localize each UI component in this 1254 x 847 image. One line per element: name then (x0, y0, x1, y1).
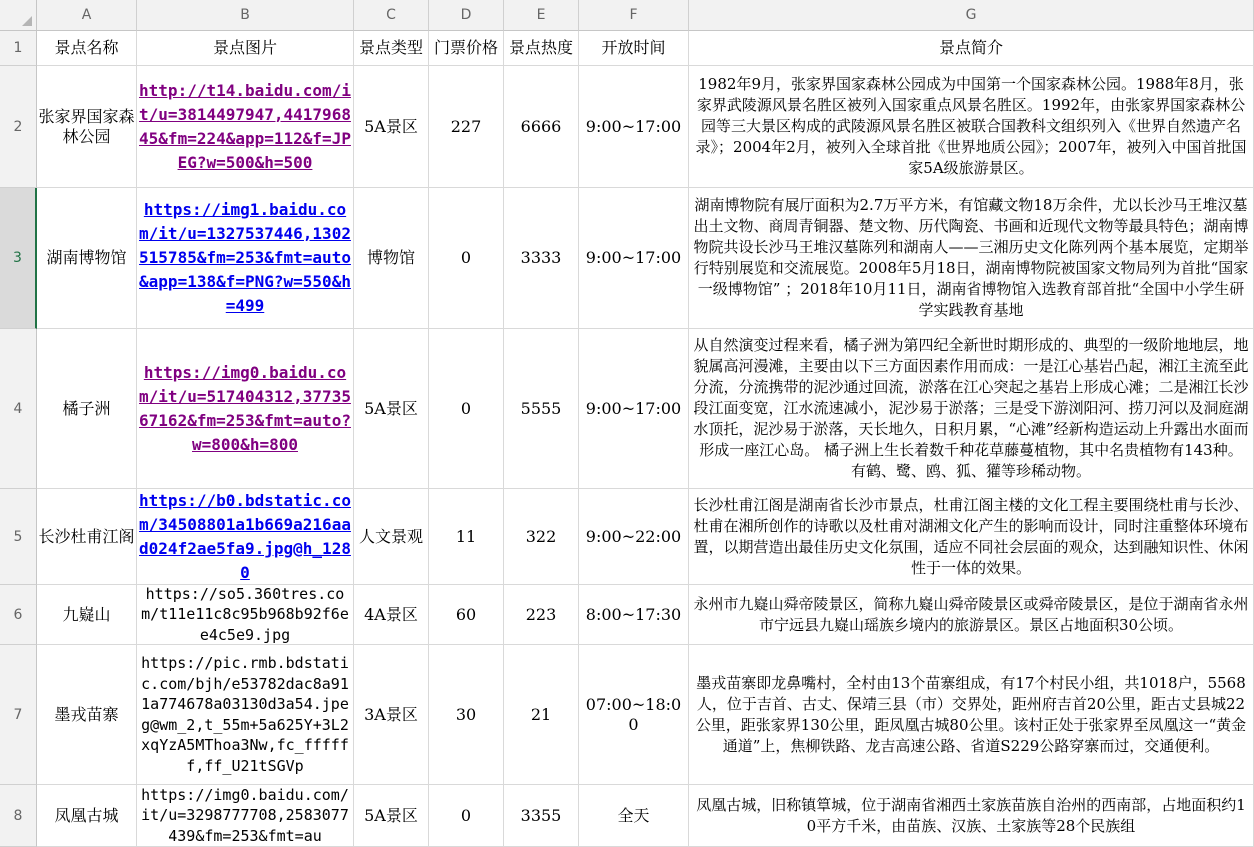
row-header-7[interactable] (0, 645, 37, 785)
cell-name[interactable] (37, 188, 137, 329)
ticket-price: 60 (455, 604, 477, 624)
cell-intro[interactable] (689, 785, 1254, 847)
image-url-link[interactable]: https://b0.bdstatic.com/34508801a1b669a216aad024f2ae5fa9.jpg@h_1280 (139, 490, 351, 582)
cell-heat[interactable] (504, 489, 579, 585)
cell-hours[interactable] (579, 585, 689, 645)
image-url-text: https://so5.360tres.com/t11e11c8c95b968b92f6ee4c5e9.jpg (141, 585, 349, 644)
row-header-label: 2 (13, 118, 23, 135)
cell-name[interactable] (37, 489, 137, 585)
header-label: 景点类型 (358, 38, 423, 57)
cell-image-url[interactable] (137, 188, 354, 329)
cell-heat[interactable] (504, 329, 579, 489)
open-hours: 07:00~18:00 (585, 694, 682, 734)
open-hours: 9:00~22:00 (585, 526, 682, 546)
select-all-corner[interactable] (0, 0, 37, 31)
image-url-link[interactable]: http://t14.baidu.com/it/u=3814497947,441796845&fm=224&app=112&f=JPEG?w=500&h=500 (139, 80, 351, 172)
ticket-price: 0 (460, 805, 472, 825)
cell-price[interactable] (429, 66, 504, 188)
cell-image-url[interactable] (137, 645, 354, 785)
cell-heat[interactable] (504, 188, 579, 329)
scenic-name: 长沙杜甫江阁 (38, 526, 135, 546)
column-header-label: D (460, 7, 472, 23)
scenic-name: 凤凰古城 (54, 805, 119, 825)
open-hours: 9:00~17:00 (585, 398, 682, 418)
scenic-name: 九嶷山 (62, 604, 111, 624)
image-url-link[interactable]: https://img1.baidu.com/it/u=1327537446,1302515785&fm=253&fmt=auto&app=138&f=PNG?w=550&h=499 (139, 200, 351, 315)
open-hours: 8:00~17:30 (585, 604, 682, 624)
cell-type[interactable] (354, 489, 429, 585)
cell-price[interactable] (429, 785, 504, 847)
cell-intro[interactable] (689, 585, 1254, 645)
header-cell[interactable] (137, 31, 354, 66)
cell-price[interactable] (429, 188, 504, 329)
column-header-label: A (81, 7, 92, 23)
cell-intro[interactable] (689, 645, 1254, 785)
heat-value: 322 (525, 526, 557, 546)
row-header-label: 4 (13, 400, 23, 417)
cell-image-url[interactable] (137, 785, 354, 847)
row-header-5[interactable] (0, 489, 37, 585)
scenic-intro: 1982年9月，张家界国家森林公园成为中国第一个国家森林公园。1988年8月，张家界武陵源风景名胜区被列入国家重点风景名胜区。1992年，由张家界国家森林公园等三大景区构成的武陵源风景名胜区被联合国教科文组织列入《世界自然遗产名录》；2004年2月，被列入全球首批《世界地质公园》；2007年，被列入中国首批国家5A级旅游景区。 (695, 75, 1247, 177)
scenic-name: 橘子洲 (62, 398, 111, 418)
row-header-6[interactable] (0, 585, 37, 645)
cell-intro[interactable] (689, 329, 1254, 489)
cell-type[interactable] (354, 188, 429, 329)
scenic-type: 人文景观 (358, 526, 423, 546)
scenic-intro: 从自然演变过程来看，橘子洲为第四纪全新世时期形成的、典型的一级阶地地层，地貌属高河漫滩，主要由以下三方面因素作用而成：一是江心基岩凸起，湘江主流至此分流，分流携带的泥沙通过回流，淤落在江心突起之基岩上形成心滩；二是湘江长沙段江面变宽，江水流速减小，泥沙易于淤落；三是受下游浏阳河、捞刀河以及洞庭湖水顶托，泥沙易于淤落，天长地久，日积月累，“心滩”经新构造运动上升露出水面而形成一座江心岛。 橘子洲上生长着数千种花草藤蔓植物，其中名贵植物有143种。 有鹤、鹭、鸥、狐、獾等珍稀动物。 (693, 336, 1249, 480)
row-header-1[interactable] (0, 31, 37, 66)
column-header-c[interactable] (354, 0, 429, 31)
cell-heat[interactable] (504, 66, 579, 188)
cell-name[interactable] (37, 66, 137, 188)
scenic-type: 3A景区 (364, 704, 418, 724)
cell-hours[interactable] (579, 645, 689, 785)
header-label: 景点热度 (508, 38, 573, 57)
open-hours: 9:00~17:00 (585, 116, 682, 136)
row-header-3[interactable] (0, 188, 37, 329)
cell-hours[interactable] (579, 489, 689, 585)
row-header-label: 5 (13, 528, 23, 545)
scenic-intro: 长沙杜甫江阁是湖南省长沙市景点，杜甫江阁主楼的文化工程主要围绕杜甫与长沙、杜甫在湘所创作的诗歌以及杜甫对湖湘文化产生的影响而设计，同时注重整体环境布置，以期营造出最佳历史文化氛围，适应不同社会层面的观众，达到融知识性、休闲性于一体的效果。 (693, 495, 1249, 577)
cell-price[interactable] (429, 329, 504, 489)
cell-image-url[interactable] (137, 489, 354, 585)
ticket-price: 0 (460, 398, 472, 418)
ticket-price: 0 (460, 248, 472, 267)
heat-value: 223 (525, 604, 557, 624)
cell-price[interactable] (429, 585, 504, 645)
header-cell[interactable] (429, 31, 504, 66)
ticket-price: 227 (450, 116, 482, 136)
ticket-price: 11 (455, 526, 477, 546)
cell-type[interactable] (354, 66, 429, 188)
header-label: 景点图片 (212, 38, 277, 57)
row-header-label: 3 (13, 250, 22, 266)
header-cell[interactable] (504, 31, 579, 66)
header-label: 景点名称 (54, 38, 119, 57)
cell-type[interactable] (354, 645, 429, 785)
open-hours: 全天 (617, 805, 650, 825)
row-header-2[interactable] (0, 66, 37, 188)
header-label: 景点简介 (938, 38, 1003, 57)
heat-value: 21 (530, 704, 552, 724)
column-header-label: F (629, 7, 638, 23)
heat-value: 5555 (520, 398, 562, 418)
cell-type[interactable] (354, 329, 429, 489)
ticket-price: 30 (455, 704, 477, 724)
scenic-name: 墨戎苗寨 (54, 704, 119, 724)
column-header-b[interactable] (137, 0, 354, 31)
heat-value: 6666 (520, 116, 562, 136)
cell-hours[interactable] (579, 188, 689, 329)
column-header-label: G (965, 7, 977, 23)
heat-value: 3333 (520, 248, 562, 267)
scenic-type: 4A景区 (364, 604, 418, 624)
column-header-f[interactable] (579, 0, 689, 31)
column-header-label: C (386, 7, 396, 23)
select-all-icon (22, 16, 32, 26)
column-header-label: B (240, 7, 250, 23)
column-header-d[interactable] (429, 0, 504, 31)
header-cell[interactable] (689, 31, 1254, 66)
column-header-e[interactable] (504, 0, 579, 31)
cell-intro[interactable] (689, 66, 1254, 188)
cell-hours[interactable] (579, 329, 689, 489)
row-header-label: 8 (13, 807, 23, 824)
cell-image-url[interactable] (137, 66, 354, 188)
cell-price[interactable] (429, 489, 504, 585)
column-header-a[interactable] (37, 0, 137, 31)
row-header-label: 1 (13, 40, 23, 56)
header-cell[interactable] (354, 31, 429, 66)
cell-image-url[interactable] (137, 585, 354, 645)
header-label: 门票价格 (433, 38, 498, 57)
scenic-intro: 凤凰古城，旧称镇筸城，位于湖南省湘西土家族苗族自治州的西南部，占地面积约10平方千米，由苗族、汉族、土家族等28个民族组 (696, 795, 1246, 835)
scenic-intro: 湖南博物院有展厅面积为2.7万平方米，有馆藏文物18万余件，尤以长沙马王堆汉墓出土文物、商周青铜器、楚文物、历代陶瓷、书画和近现代文物等最具特色；湖南博物院共设长沙马王堆汉墓陈列和湖南人——三湘历史文化陈列两个基本展览，定期举行特别展览和交流展览。2008年5月18日，湖南博物院被国家文物局列为首批“国家一级博物馆” ；2018年10月11日，湖南省博物馆入选教育部首批“全国中小学生研学实践教育基地 (693, 196, 1249, 319)
cell-price[interactable] (429, 645, 504, 785)
scenic-type: 博物馆 (366, 248, 415, 267)
scenic-type: 5A景区 (364, 398, 418, 418)
cell-name[interactable] (37, 329, 137, 489)
cell-heat[interactable] (504, 585, 579, 645)
heat-value: 3355 (520, 805, 562, 825)
scenic-type: 5A景区 (364, 116, 418, 136)
scenic-name: 张家界国家森林公园 (38, 106, 135, 146)
cell-heat[interactable] (504, 785, 579, 847)
header-cell[interactable] (37, 31, 137, 66)
cell-type[interactable] (354, 785, 429, 847)
cell-name[interactable] (37, 585, 137, 645)
row-header-4[interactable] (0, 329, 37, 489)
cell-image-url[interactable] (137, 329, 354, 489)
scenic-intro: 永州市九嶷山舜帝陵景区，简称九嶷山舜帝陵景区或舜帝陵景区，是位于湖南省永州市宁远县九嶷山瑶族乡境内的旅游景区。景区占地面积30公顷。 (693, 594, 1249, 634)
column-header-label: E (536, 7, 546, 23)
cell-heat[interactable] (504, 645, 579, 785)
cell-hours[interactable] (579, 66, 689, 188)
cell-intro[interactable] (689, 188, 1254, 329)
cell-name[interactable] (37, 645, 137, 785)
image-url-text: https://img0.baidu.com/it/u=3298777708,2583077439&fm=253&fmt=au (141, 785, 349, 845)
cell-name[interactable] (37, 785, 137, 847)
image-url-link[interactable]: https://img0.baidu.com/it/u=517404312,3773567162&fm=253&fmt=auto?w=800&h=800 (139, 362, 351, 454)
cell-intro[interactable] (689, 489, 1254, 585)
row-header-label: 7 (13, 706, 23, 723)
image-url-text: https://pic.rmb.bdstatic.com/bjh/e53782dac8a911a774678a03130d3a54.jpeg@wm_2,t_55m+5a625Y+3L2xqYzA5MThoa3Nw,fc_ffffff,ff_U21tSGVp (141, 654, 349, 775)
cell-type[interactable] (354, 585, 429, 645)
scenic-intro: 墨戎苗寨即龙鼻嘴村，全村由13个苗寨组成，有17个村民小组，共1018户，5568人，位于吉首、古丈、保靖三县（市）交界处，距州府吉首20公里，距古丈县城22公里，距张家界130公里，距凤凰古城80公里。该村正处于张家界至凤凰这一“黄金通道”上，焦柳铁路、龙吉高速公路、省道S229公路穿寨而过，交通便利。 (695, 673, 1247, 755)
cell-hours[interactable] (579, 785, 689, 847)
row-header-8[interactable] (0, 785, 37, 847)
header-label: 开放时间 (601, 38, 666, 57)
scenic-type: 5A景区 (364, 805, 418, 825)
row-header-label: 6 (13, 606, 23, 623)
column-header-g[interactable] (689, 0, 1254, 31)
header-cell[interactable] (579, 31, 689, 66)
scenic-name: 湖南博物馆 (46, 248, 127, 267)
open-hours: 9:00~17:00 (585, 248, 682, 267)
